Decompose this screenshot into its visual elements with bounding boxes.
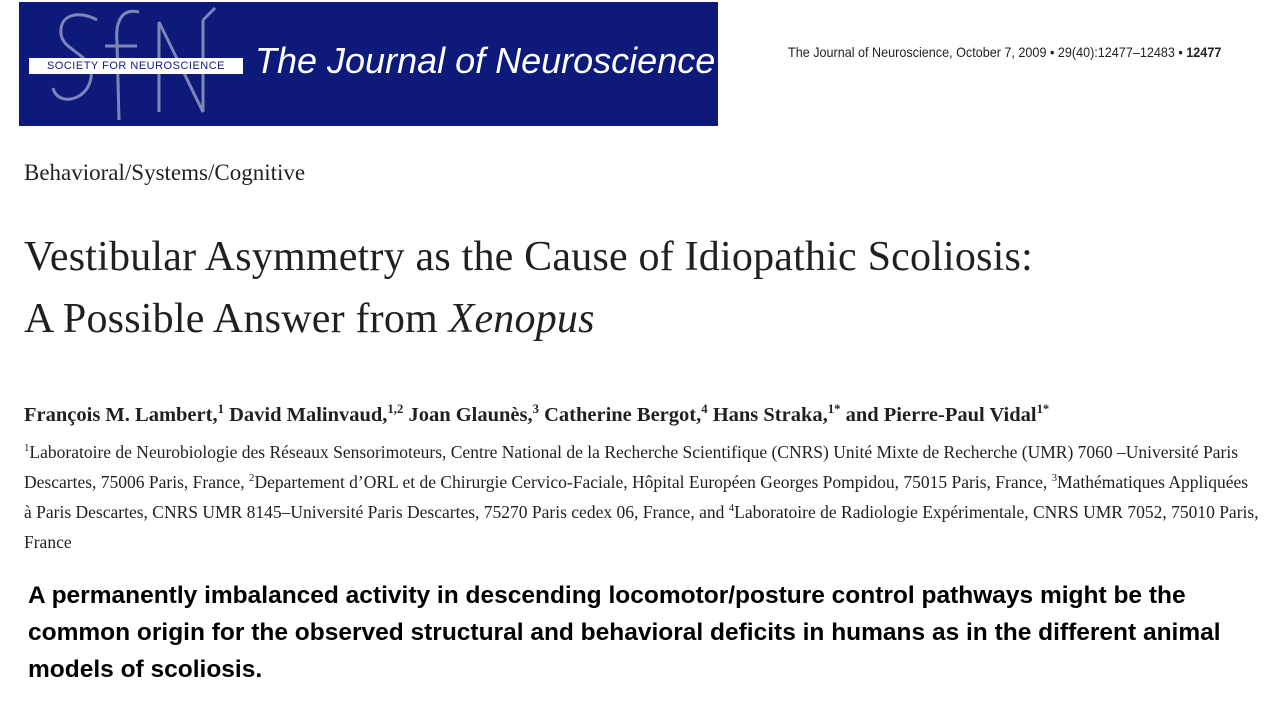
- affiliation-mark: 2: [249, 472, 255, 485]
- citation-text: The Journal of Neuroscience, October 7, 2009 • 29(40):12477–12483 •: [788, 44, 1183, 60]
- page-number: 12477: [1186, 44, 1222, 60]
- journal-banner: [19, 2, 718, 126]
- author-affiliation-mark: 3: [532, 402, 539, 417]
- summary-statement: A permanently imbalanced activity in descending locomotor/posture control pathways might be the common origin for the observed structural and behavioral deficits in humans as in the different animal models of scoliosis.: [28, 582, 1221, 683]
- author-affiliation-mark: 1: [217, 402, 224, 417]
- affiliation-mark: 1: [24, 442, 30, 455]
- author-list: [24, 404, 1274, 427]
- author-name: Joan Glaunès,: [408, 404, 533, 426]
- author-affiliation-mark: 1*: [827, 402, 841, 417]
- affiliation-text: Laboratoire de Neurobiologie des Réseaux Sensorimoteurs, Centre National de la Recherche Scientifique (CNRS) Unité Mixte de Recherche (UMR) 7060 –Université Paris Descartes, 75006 Paris, France,: [24, 442, 1239, 492]
- citation-line: [788, 44, 1221, 60]
- author-name: and Pierre-Paul Vidal: [845, 404, 1037, 426]
- affiliation-text: Departement d’ORL et de Chirurgie Cervico-Faciale, Hôpital Européen Georges Pompidou, 75015 Paris, France,: [254, 472, 1052, 492]
- society-label: SOCIETY FOR NEUROSCIENCE: [29, 58, 243, 74]
- author-affiliation-mark: 4: [701, 402, 708, 417]
- affiliation-text: Laboratoire de Radiologie Expérimentale, CNRS UMR 7052, 75010 Paris, France: [24, 502, 1259, 552]
- title-line-2-italic: Xenopus: [448, 296, 595, 342]
- article-title: [24, 226, 1264, 350]
- author-affiliation-mark: 1*: [1036, 402, 1050, 417]
- author-affiliation-mark: 1,2: [387, 402, 404, 417]
- affiliation-text: Mathématiques Appliquées à Paris Descartes, CNRS UMR 8145–Université Paris Descartes, 75270 Paris cedex 06, France, and: [24, 472, 1249, 522]
- author-name: David Malinvaud,: [229, 404, 388, 426]
- section-label: Behavioral/Systems/Cognitive: [24, 160, 306, 185]
- author-name: Catherine Bergot,: [544, 404, 702, 426]
- affiliation-mark: 4: [728, 502, 735, 515]
- author-name: Hans Straka,: [712, 404, 828, 426]
- title-line-2-prefix: A Possible Answer from: [24, 296, 449, 342]
- affiliations: [24, 437, 1259, 557]
- affiliation-mark: 3: [1051, 472, 1058, 485]
- author-name: François M. Lambert,: [24, 404, 218, 426]
- title-line-1: Vestibular Asymmetry as the Cause of Idiopathic Scoliosis:: [24, 234, 1033, 280]
- journal-name: The Journal of Neuroscience: [255, 40, 716, 81]
